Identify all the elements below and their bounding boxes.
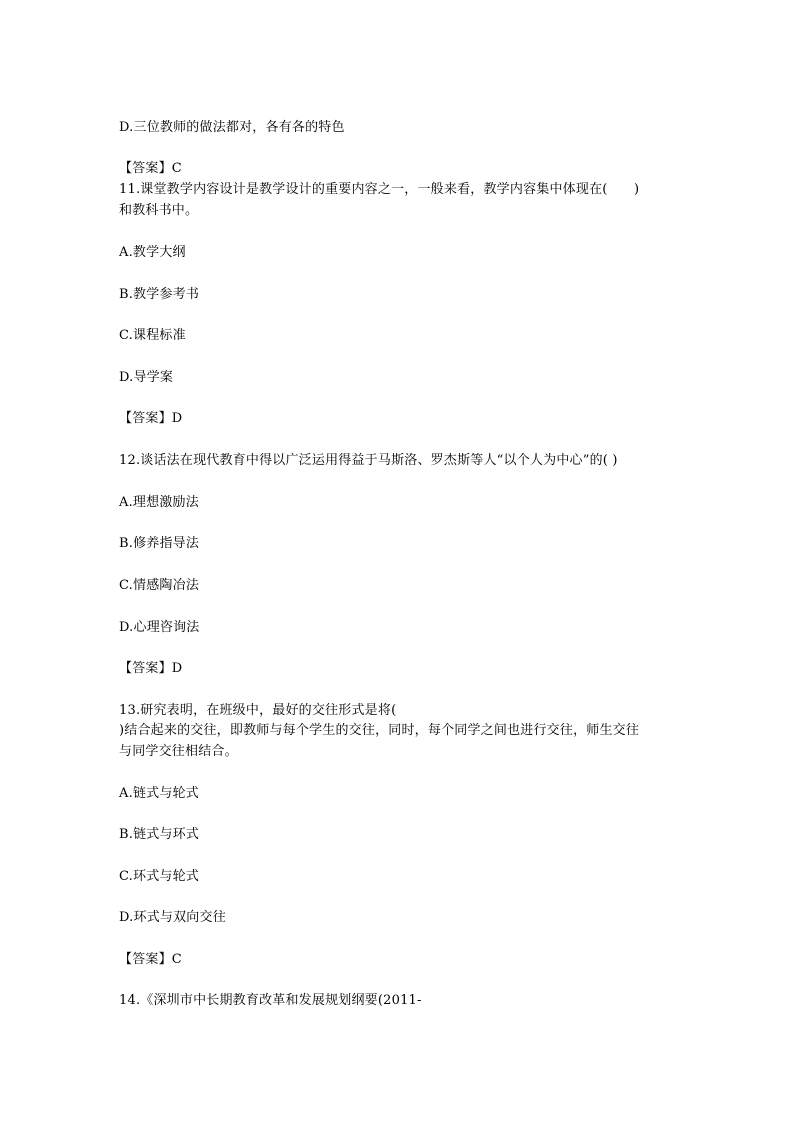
q13-option-b: B.链式与环式 (119, 827, 200, 842)
q11-stem-line1: 11.课堂教学内容设计是教学设计的重要内容之一，一般来看，教学内容集中体现在( ) (119, 182, 640, 197)
q12-stem: 12.谈话法在现代教育中得以广泛运用得益于马斯洛、罗杰斯等人“以个人为中心”的( ) (119, 453, 618, 468)
q13-stem-line1: 13.研究表明，在班级中，最好的交往形式是将( (119, 703, 397, 718)
q11-option-a: A.教学大纲 (119, 245, 186, 260)
q11-answer: 【答案】D (119, 411, 183, 426)
q11-stem-line2: 和教科书中。 (119, 203, 199, 218)
q13-option-c: C.环式与轮式 (119, 869, 200, 884)
q13-answer: 【答案】C (119, 952, 182, 967)
q11-option-c: C.课程标准 (119, 328, 186, 343)
q12-option-c: C.情感陶冶法 (119, 578, 200, 593)
q11-option-d: D.导学案 (119, 370, 174, 385)
q13-option-d: D.环式与双向交往 (119, 910, 226, 925)
prev-answer: 【答案】C (119, 161, 182, 176)
q12-option-d: D.心理咨询法 (119, 620, 200, 635)
q12-option-b: B.修养指导法 (119, 536, 200, 551)
q13-stem-line2: )结合起来的交往，即教师与每个学生的交往，同时，每个同学之间也进行交往，师生交往 (119, 723, 640, 738)
prev-option-d: D.三位教师的做法都对，各有各的特色 (119, 120, 345, 135)
q14-stem-line1: 14.《深圳市中长期教育改革和发展规划纲要(2011- (119, 993, 422, 1008)
q12-answer: 【答案】D (119, 661, 183, 676)
q13-option-a: A.链式与轮式 (119, 786, 199, 801)
q12-option-a: A.理想激励法 (119, 495, 199, 510)
q13-stem-line3: 与同学交往相结合。 (119, 744, 238, 759)
q11-option-b: B.教学参考书 (119, 287, 200, 302)
